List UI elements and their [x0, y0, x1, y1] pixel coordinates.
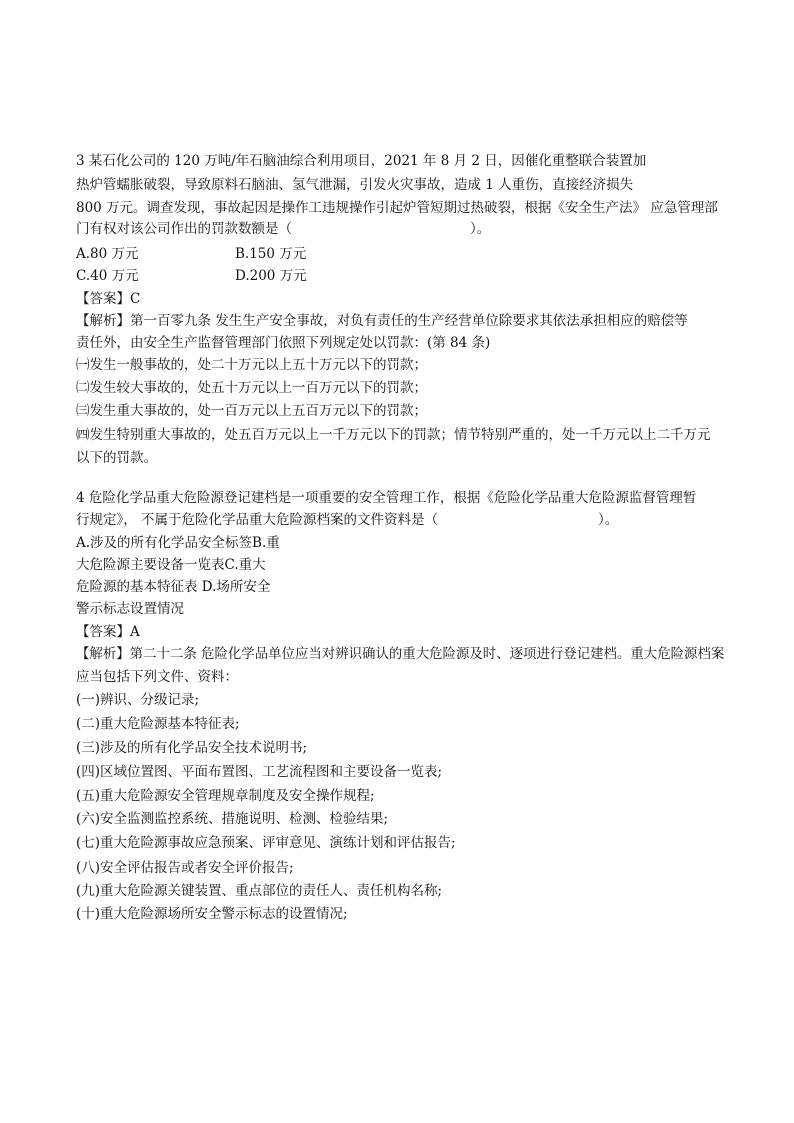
q4-stem-line-1: 4 危险化学品重大危险源登记建档是一项重要的安全管理工作，根据《危险化学品重大危险源监督管理暂	[76, 490, 697, 506]
q4-stem-end: ）。	[598, 512, 619, 528]
q3-stem-line-3: 800 万元。调查发现，事故起因是操作工违规操作引起炉管短期过热破裂，根据《安全生产法》 应急管理部	[76, 200, 718, 216]
q3-option-d: D.200 万元	[235, 268, 307, 284]
q4-item-3: (三)涉及的所有化学品安全技术说明书;	[76, 740, 308, 756]
q4-item-1: (一)辨识、分级记录;	[76, 692, 200, 708]
q3-item-4: ㈣发生特别重大事故的，处五百万元以上一千万元以下的罚款；情节特别严重的，处一千万元以上二千万元	[76, 427, 711, 443]
q3-analysis-line-2: 责任外，由安全生产监督管理部门依照下列规定处以罚款：(第 84 条)	[76, 335, 491, 351]
q4-item-10: (十)重大危险源场所安全警示标志的设置情况;	[76, 906, 348, 922]
q4-analysis-line-1: 【解析】第二十二条 危险化学品单位应当对辨识确认的重大危险源及时、逐项进行登记建档。重大危险源档案	[76, 646, 725, 662]
q4-answer: 【答案】A	[76, 624, 140, 640]
q3-option-b: B.150 万元	[235, 246, 307, 262]
q3-stem-end: ）。	[470, 221, 491, 237]
q3-option-a: A.80 万元	[76, 246, 139, 262]
q3-item-3: ㈢发生重大事故的，处一百万元以上五百万元以下的罚款；	[76, 403, 427, 419]
q4-item-4: (四)区域位置图、平面布置图、工艺流程图和主要设备一览表;	[76, 764, 443, 780]
q4-item-5: (五)重大危险源安全管理规章制度及安全操作规程;	[76, 788, 375, 804]
q4-stem-line-2	[76, 512, 618, 528]
q4-options-line-2: 大危险源主要设备一览表C.重大	[76, 557, 266, 573]
q3-item-2: ㈡发生较大事故的，处五十万元以上一百万元以下的罚款；	[76, 380, 427, 396]
q3-stem-line-2: 热炉管蠕胀破裂，导致原料石脑油、氢气泄漏，引发火灾事故，造成 1 人重伤，直接经济损失	[76, 177, 634, 193]
q4-options-line-1: A.涉及的所有化学品安全标签B.重	[76, 535, 280, 551]
q3-stem-line-1: 3 某石化公司的 120 万吨/年石脑油综合利用项目，2021 年 8 月 2 日，因催化重整联合装置加	[76, 153, 647, 169]
q4-stem-text: 行规定》， 不属于危险化学品重大危险源档案的文件资料是（	[76, 512, 439, 528]
q4-item-6: (六)安全监测监控系统、措施说明、检测、检验结果;	[76, 811, 389, 827]
q3-stem-text: 门有权对该公司作出的罚款数额是（	[76, 221, 292, 237]
q3-answer: 【答案】C	[76, 291, 141, 307]
q3-stem-line-4	[76, 221, 490, 237]
q4-options-line-4: 警示标志设置情况	[76, 601, 184, 617]
q3-item-4-cont: 以下的罚款。	[76, 450, 157, 466]
q3-analysis-line-1: 【解析】第一百零九条 发生生产安全事故，对负有责任的生产经营单位除要求其依法承担相应的赔偿等	[76, 313, 688, 329]
q3-option-c: C.40 万元	[76, 268, 139, 284]
q3-item-1: ㈠发生一般事故的，处二十万元以上五十万元以下的罚款；	[76, 357, 427, 373]
q4-analysis-line-2: 应当包括下列文件、资料：	[76, 669, 238, 685]
q4-item-8: (八)安全评估报告或者安全评价报告;	[76, 860, 294, 876]
q4-item-9: (九)重大危险源关键装置、重点部位的责任人、责任机构名称;	[76, 883, 443, 899]
q4-item-2: (二)重大危险源基本特征表;	[76, 716, 240, 732]
q4-options-line-3: 危险源的基本特征表 D.场所安全	[76, 579, 271, 595]
q4-item-7: (七)重大危险源事故应急预案、评审意见、演练计划和评估报告;	[76, 835, 456, 851]
